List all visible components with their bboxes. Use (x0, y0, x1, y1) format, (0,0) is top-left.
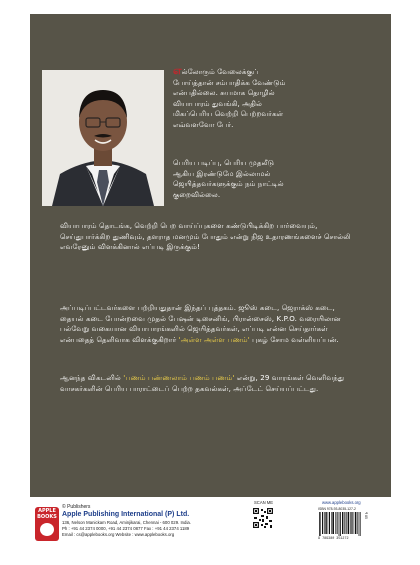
third-paragraph: வியாபாரம் தொடங்க, வெற்றி பெற வாய்ப்புகளை கண்டுபிடிக்கிற பார்வையும், செய்துபார்க்கிற துணிவும், தளராத மனமும் போதும் என்று நிஜ உதாரணங்களைச் சொல்லி எவரேனும் விளக்கினால் எப்படி இருக்கும்! (60, 221, 351, 252)
author-photo-illustration (42, 70, 164, 206)
website-link: www.applebooks.org (322, 500, 361, 505)
apple-icon (40, 523, 54, 536)
intro-paragraph (173, 66, 291, 131)
fifth-paragraph (60, 373, 360, 394)
fourth-paragraph-text-a: அப்படிப்பட்டவர்களை பற்றியதுதான் இந்தப் புத்தகம். ஜூஸ் கடை, ஜெராக்ஸ் கடை, தையல் கடை போன்றவை முதல் பேஷன் டிசைனிங், பிரான்சைஸ், K.P.O. வரையிலான பல்வேறு வகையான வியாபாரங்களில் ஜெயித்தவர்கள், எப்படி என்ன செய்தார்கள் என்பதைத் தெளிவாக விளக்குகிறார் (60, 303, 341, 344)
drop-cap-letter: எ (173, 64, 182, 77)
highlight-book-title: 'அள்ள அள்ள பணம்' (178, 334, 250, 344)
logo-text: APPLE BOOKS (37, 508, 57, 520)
second-paragraph: பெரிய படிப்பு, பெரிய முதலீடு ஆகிய இரண்டுமே இல்லாமல் ஜெயித்தவர்களுக்கும் நம் நாட்டில் குறைவில்லை. (173, 158, 284, 199)
publisher-address: 136, Nelson Manickam Road, Aminjikarai, Chennai - 600 029. India. (62, 520, 191, 525)
fourth-paragraph (60, 303, 360, 345)
fifth-paragraph-text-a: ஆனந்த விகடனில் (60, 373, 121, 382)
isbn-text: ISBN 978-93-8035-127-2 (318, 507, 356, 511)
qr-code-icon (252, 507, 274, 529)
publisher-label: © Publishers (62, 504, 91, 510)
barcode-number: 9 789380 351272 (318, 537, 349, 541)
highlight-series-title: 'பணம் பண்ணலாம் பணம் பணம்' (123, 373, 235, 382)
author-portrait (42, 70, 164, 206)
intro-paragraph-text: ல்லோரும் வேலைக்குப் போய்த்தான் சம்பாதிக்க வேண்டும் என்பதில்லை. சுயமாக தொழில் வியாபாரம் துவங்கி, அதில் மிகப்பெரிய வெற்றி பெற்றவர்கள் எவ்வளவோ பேர். (173, 67, 286, 129)
fourth-paragraph-text-b: புகழ் சோம வள்ளியப்பன். (252, 334, 339, 344)
scan-me-label: SCAN ME (254, 500, 274, 505)
publisher-name: Apple Publishing International (P) Ltd. (62, 511, 190, 518)
publisher-phone: Ph : +91 44 2374 0000, +91 44 2374 0877 Fax : +91 44 2374 1189 (62, 526, 190, 531)
apple-books-logo (35, 507, 59, 541)
price-label: ₹ 85 (364, 512, 368, 519)
publisher-email: Email : cs@applebooks.org Website : www.applebooks.org (62, 532, 175, 537)
fifth-paragraph-text-b: என்று, 29 வாரங்கள் வெளிவந்து வாசகர்களின் பெரிய பாராட்டைப் பெற்ற தகவல்கள், அப்டேட் செய்யப்பட்டது. (60, 373, 345, 393)
barcode-icon (318, 512, 362, 536)
